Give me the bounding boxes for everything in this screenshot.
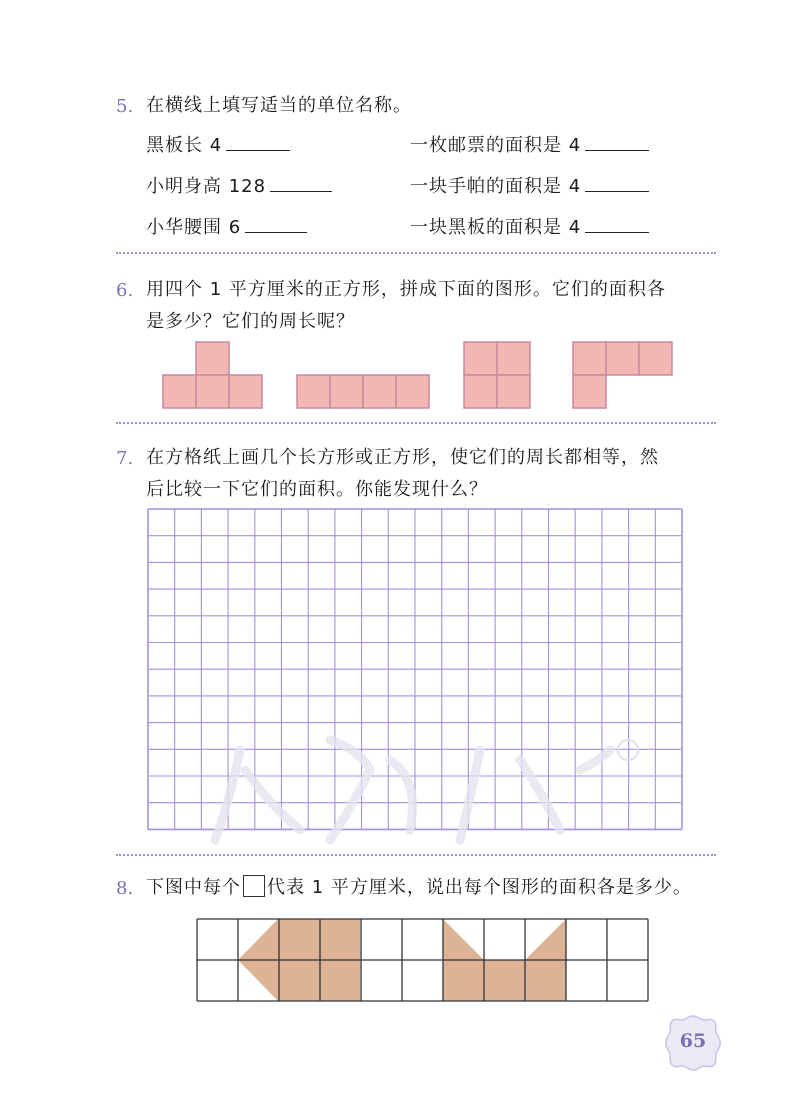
question-7-number: 7. (116, 448, 134, 469)
q6-square-cell-3 (464, 375, 497, 408)
question-8-prompt (146, 872, 692, 904)
q5-blank-2[interactable] (585, 132, 649, 151)
q6-t-shape-bottom-left (163, 375, 196, 408)
section-divider-1 (116, 252, 716, 254)
q6-l-shape-cell-1 (573, 342, 606, 375)
q6-square-cell-2 (497, 342, 530, 375)
question-8-number: 8. (116, 878, 134, 899)
q6-l-shape-cell-3 (639, 342, 672, 375)
q6-strip-cell-1 (297, 375, 330, 408)
q5-item-4 (410, 173, 649, 199)
q5-item-1 (146, 132, 290, 158)
question-6-number: 6. (116, 280, 134, 301)
q6-l-shape-cell-4 (573, 375, 606, 408)
q5-item-5-text: 小华腰围 6 (146, 217, 242, 238)
q5-item-3-text: 小明身高 128 (146, 176, 267, 197)
q6-t-shape-top (196, 342, 229, 375)
q5-item-1-text: 黑板长 4 (146, 135, 223, 156)
q6-t-shape-bottom-right (229, 375, 262, 408)
registered-mark-circle (618, 740, 638, 760)
question-7-prompt-line-2: 后比较一下它们的面积。你能发现什么？ (146, 479, 488, 500)
watermark-logo (0, 710, 800, 860)
unit-square-icon (243, 875, 265, 897)
question-6-prompt-line-2: 是多少？它们的周长呢？ (146, 311, 355, 332)
q5-blank-4[interactable] (585, 173, 649, 192)
section-divider-3 (116, 854, 716, 856)
q6-strip-cell-2 (330, 375, 363, 408)
page-number: 65 (679, 1030, 707, 1052)
q8-figure-grid (0, 917, 800, 1007)
section-divider-2 (116, 422, 716, 424)
q5-item-4-text: 一块手帕的面积是 4 (410, 176, 582, 197)
q6-t-shape-bottom-middle (196, 375, 229, 408)
question-6-prompt-line-1: 用四个 1 平方厘米的正方形，拼成下面的图形。它们的面积各 (146, 279, 666, 300)
question-5-number: 5. (116, 96, 134, 117)
q5-blank-3[interactable] (270, 173, 332, 192)
q5-item-5 (146, 214, 307, 240)
q8-prompt-before: 下图中每个 (146, 877, 241, 898)
q6-strip-cell-4 (396, 375, 429, 408)
question-7-prompt-line-1: 在方格纸上画几个长方形或正方形，使它们的周长都相等，然 (146, 447, 659, 468)
question-5-prompt: 在横线上填写适当的单位名称。 (146, 95, 412, 116)
q5-item-3 (146, 173, 332, 199)
q5-item-6-text: 一块黑板的面积是 4 (410, 217, 582, 238)
q5-item-2-text: 一枚邮票的面积是 4 (410, 135, 582, 156)
q5-item-6 (410, 214, 649, 240)
q8-prompt-after: 代表 1 平方厘米，说出每个图形的面积各是多少。 (267, 877, 692, 898)
q5-blank-1[interactable] (226, 132, 290, 151)
q6-strip-cell-3 (363, 375, 396, 408)
q5-item-2 (410, 132, 649, 158)
q6-l-shape-cell-2 (606, 342, 639, 375)
q5-blank-5[interactable] (245, 214, 307, 233)
q5-blank-6[interactable] (585, 214, 649, 233)
q6-shapes-figure (0, 340, 800, 420)
q6-square-cell-4 (497, 375, 530, 408)
q6-square-cell-1 (464, 342, 497, 375)
